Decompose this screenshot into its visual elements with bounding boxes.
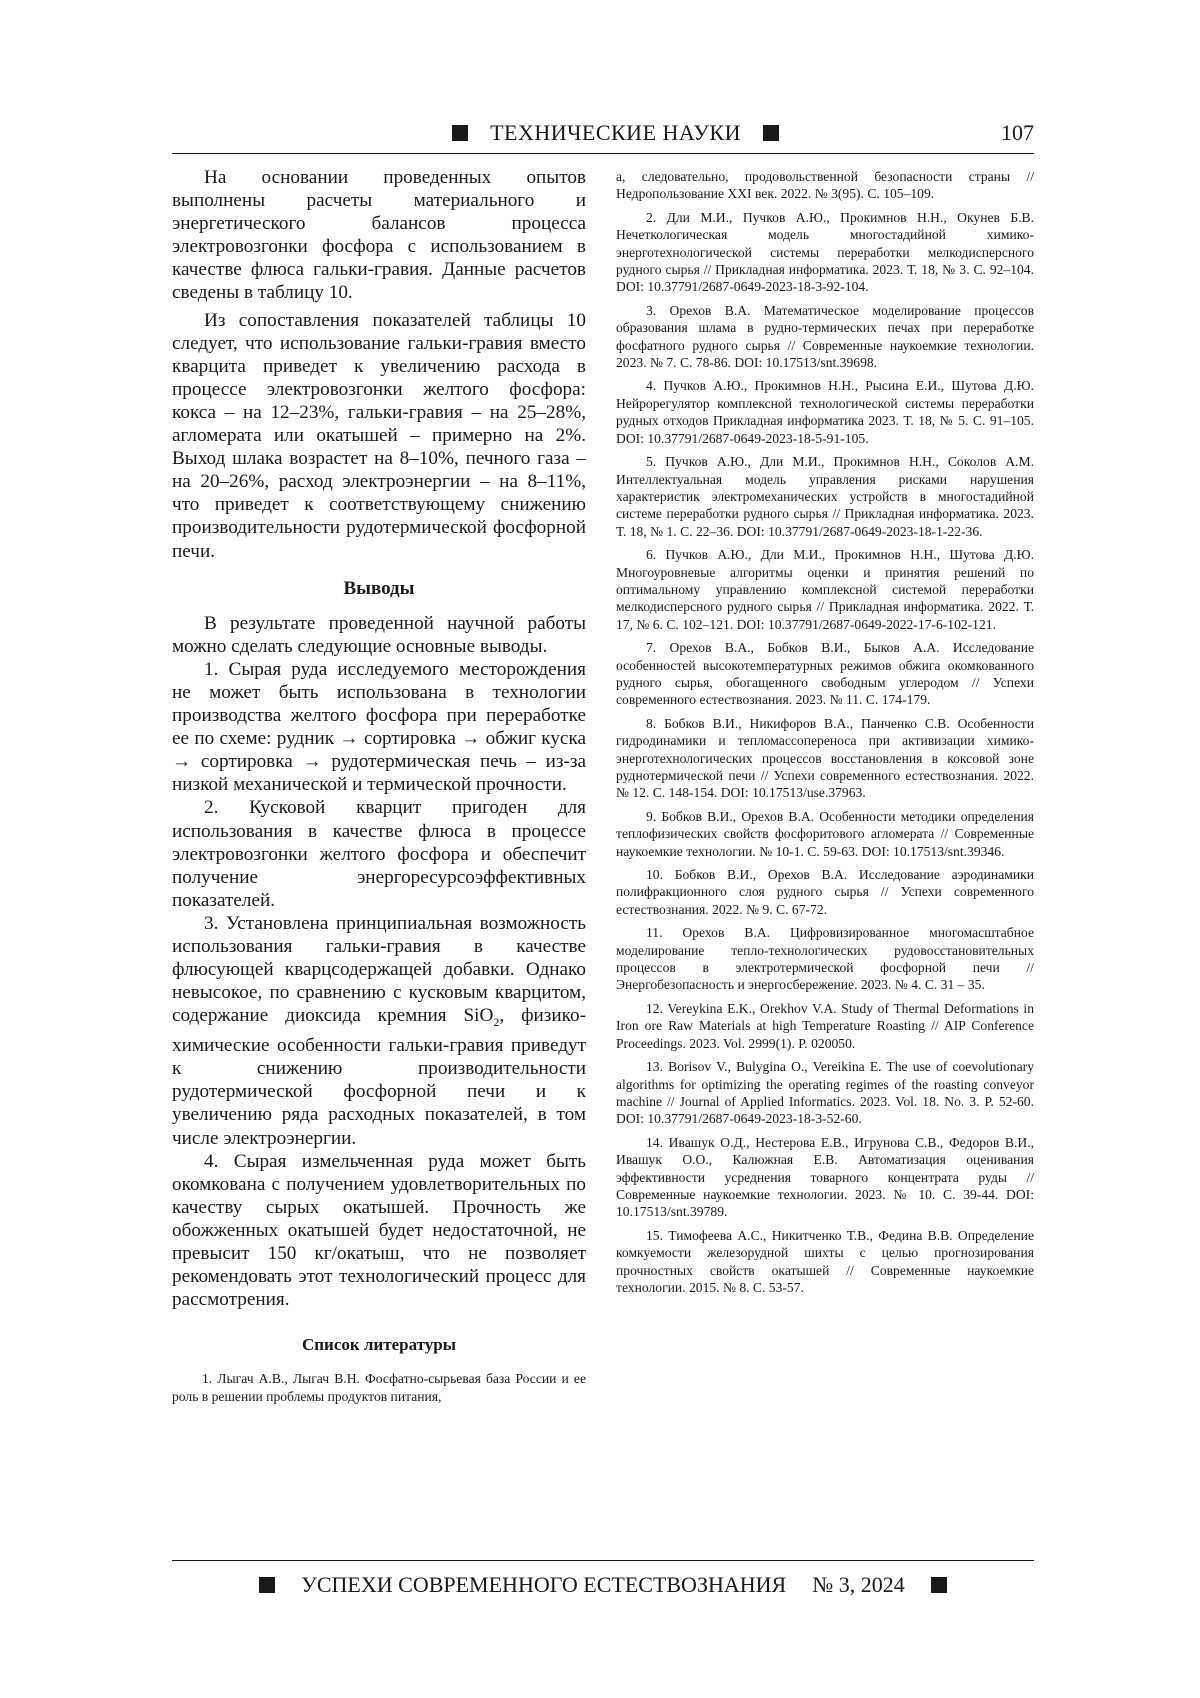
square-bullet-icon xyxy=(931,1577,947,1593)
conclusion-item: 2. Кусковой кварцит пригоден для использования в качестве флюса в процессе электровозгонки желтого фосфора и обеспечит получение энергоресурсоэффективных показателей. xyxy=(172,796,586,911)
reference-item: 7. Орехов В.А., Бобков В.И., Быков А.А. Исследование особенностей высокотемпературных режимов обжига окомкованного рудного сырья, обогащенного свободным углеродом // Успехи современного естествознания. 2023. № 11. С. 174-179. xyxy=(616,639,1034,709)
page-number: 107 xyxy=(1001,120,1034,146)
reference-item: 11. Орехов В.А. Цифровизированное многомасштабное моделирование тепло-технологических рудовосстановительных процессов в электротермической фосфорной печи // Энергобезопасность и энергосбережение. 2023. № 4. С. 31 – 35. xyxy=(616,924,1034,994)
conclusion-item: 4. Сырая измельченная руда может быть окомкована с получением удовлетворительных по качеству сырых окатышей. Прочность же обожженных окатышей будет недостаточной, не превысит 150 кг/окатыш, что не позволяет рекомендовать этот технологический процесс для рассмотрения. xyxy=(172,1150,586,1312)
conclusion-text: 3. Установлена принципиальная возможность использования гальки-гравия в качестве флюсующей кварцсодержащей добавки. Однако невысокое, по сравнению с кусковым кварцитом, содержание диоксида кремния SiO xyxy=(172,913,586,1026)
section-header-title: ТЕХНИЧЕСКИЕ НАУКИ xyxy=(490,120,741,146)
reference-item: 10. Бобков В.И., Орехов В.А. Исследование аэродинамики полифракционного слоя рудного сырья // Успехи современного естествознания. 2022. № 9. С. 67-72. xyxy=(616,866,1034,918)
reference-item: 8. Бобков В.И., Никифоров В.А., Панченко С.В. Особенности гидродинамики и тепломассопереноса при активизации химико-энерготехнологических процессов восстановления в коксовой зоне руднотермической печи // Успехи современного естествознания. 2022. № 12. С. 148-154. DOI: 10.17513/use.37963. xyxy=(616,715,1034,802)
subscript: 2 xyxy=(493,1015,499,1029)
footer-divider xyxy=(172,1560,1034,1561)
conclusion-item: 1. Сырая руда исследуемого месторождения не может быть использована в технологии производства желтого фосфора при переработке ее по схеме: рудник → сортировка → обжиг куска → сортировка → рудотермическая печь – из-за низкой механической и термической прочности. xyxy=(172,658,586,797)
conclusions-intro: В результате проведенной научной работы можно сделать следующие основные выводы. xyxy=(172,612,586,658)
reference-item: 2. Дли М.И., Пучков А.Ю., Прокимнов Н.Н., Окунев Б.В. Нечеткологическая модель многостадийной химико-энерготехнологической системы переработки мелкодисперсного рудного сырья // Прикладная информатика. 2023. Т. 18, № 3. С. 92–104. DOI: 10.37791/2687-0649-2023-18-3-92-104. xyxy=(616,209,1034,296)
reference-item: 1. Лыгач А.В., Лыгач В.Н. Фосфатно-сырьевая база России и ее роль в решении проблемы продуктов питания, xyxy=(172,1370,586,1405)
reference-item: 5. Пучков А.Ю., Дли М.И., Прокимнов Н.Н., Соколов А.М. Интеллектуальная модель управления рисками нарушения характеристик электромеханических устройств в многостадийной системе переработки рудного сырья // Прикладная информатика. 2023. Т. 18, № 1. С. 22–36. DOI: 10.37791/2687-0649-2023-18-1-22-36. xyxy=(616,453,1034,540)
reference-item: 12. Vereykina E.K., Orekhov V.A. Study of Thermal Deformations in Iron ore Raw Materials at high Temperature Roasting // AIP Conference Proceedings. 2023. Vol. 2999(1). P. 020050. xyxy=(616,1000,1034,1052)
header-divider xyxy=(172,153,1034,154)
issue-number: № 3, 2024 xyxy=(812,1572,905,1597)
journal-title: УСПЕХИ СОВРЕМЕННОГО ЕСТЕСТВОЗНАНИЯ xyxy=(301,1572,786,1597)
reference-item: 3. Орехов В.А. Математическое моделирование процессов образования шлама в рудно-термических печах при переработке фосфатного рудного сырья // Современные наукоемкие технологии. 2023. № 7. С. 78-86. DOI: 10.17513/snt.39698. xyxy=(616,302,1034,372)
right-column xyxy=(616,168,1034,1302)
conclusion-item xyxy=(172,912,586,1150)
reference-item: 15. Тимофеева А.С., Никитченко Т.В., Федина В.В. Определение комкуемости железорудной шихты с целью прогнозирования прочностных свойств окатышей // Современные наукоемкие технологии. 2015. № 8. С. 53-57. xyxy=(616,1227,1034,1297)
square-bullet-icon xyxy=(259,1577,275,1593)
reference-item: 13. Borisov V., Bulygina O., Vereikina E. The use of coevolutionary algorithms for optimizing the operating regimes of the roasting conveyor machine // Journal of Applied Informatics. 2023. Vol. 18. No. 3. P. 52-60. DOI: 10.37791/2687-0649-2023-18-3-52-60. xyxy=(616,1058,1034,1128)
reference-item-continued: а, следовательно, продовольственной безопасности страны // Недропользование XXI век. 2022. № 3(95). С. 105–109. xyxy=(616,168,1034,203)
square-bullet-icon xyxy=(763,125,779,141)
body-paragraph: На основании проведенных опытов выполнены расчеты материального и энергетического балансов процесса электровозгонки фосфора с использованием в качестве флюса гальки-гравия. Данные расчетов сведены в таблицу 10. xyxy=(172,166,586,305)
left-column xyxy=(172,166,586,1405)
references-heading: Список литературы xyxy=(172,1333,586,1356)
page-footer xyxy=(172,1568,1034,1602)
footer-journal xyxy=(301,1572,904,1598)
reference-item: 14. Ивашук О.Д., Нестерова Е.В., Игрунова С.В., Федоров В.И., Ивашук О.О., Калюжная Е.В. Автоматизация оценивания эффективности усреднения товарного концентрата руды // Современные наукоемкие технологии. 2023. № 10. С. 39-44. DOI: 10.17513/snt.39789. xyxy=(616,1134,1034,1221)
reference-item: 9. Бобков В.И., Орехов В.А. Особенности методики определения теплофизических свойств фосфоритового агломерата // Современные наукоемкие технологии. № 10-1. С. 59-63. DOI: 10.17513/snt.39346. xyxy=(616,808,1034,860)
conclusion-text: , физико-химические особенности гальки-гравия приведут к снижению производительности рудотермической фосфорной печи и к увеличению ряда расходных показателей, в том числе электроэнергии. xyxy=(172,1005,586,1148)
body-paragraph: Из сопоставления показателей таблицы 10 следует, что использование гальки-гравия вместо кварцита приведет к увеличению расхода в процессе электровозгонки желтого фосфора: кокса – на 12–23%, гальки-гравия – на 25–28%, агломерата или окатышей – примерно на 2%. Выход шлака возрастет на 8–10%, печного газа – на 20–26%, расход электроэнергии – на 8–11%, что приведет к соответствующему снижению производительности рудотермической фосфорной печи. xyxy=(172,309,586,563)
square-bullet-icon xyxy=(452,125,468,141)
reference-item: 6. Пучков А.Ю., Дли М.И., Прокимнов Н.Н., Шутова Д.Ю. Многоуровневые алгоритмы оценки и принятия решений по оптимальному управлению комплексной системой переработки мелкодисперсного рудного сырья // Прикладная информатика. 2022. Т. 17, № 6. С. 102–121. DOI: 10.37791/2687-0649-2022-17-6-102-121. xyxy=(616,546,1034,633)
reference-item: 4. Пучков А.Ю., Прокимнов Н.Н., Рысина Е.И., Шутова Д.Ю. Нейрорегулятор комплексной технологической системы переработки рудных отходов Прикладная информатика 2023. Т. 18, № 5. С. 91–105. DOI: 10.37791/2687-0649-2023-18-5-91-105. xyxy=(616,377,1034,447)
conclusions-heading: Выводы xyxy=(172,577,586,600)
page-header xyxy=(172,116,1034,150)
